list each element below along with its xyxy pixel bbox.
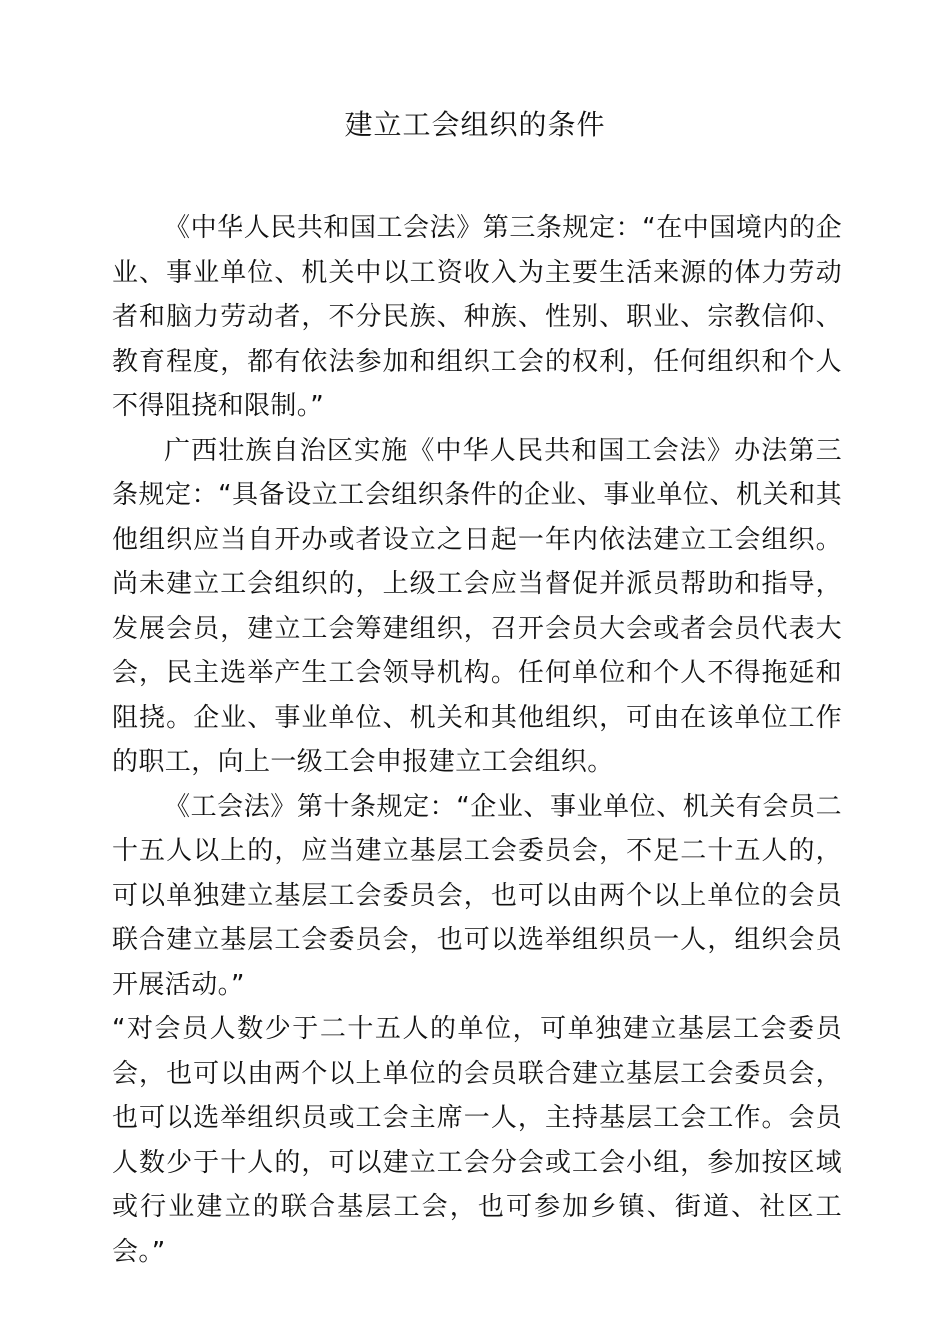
paragraph-trade-union-law-article-10: 《工会法》第十条规定：“企业、事业单位、机关有会员二十五人以上的，应当建立基层工会委员会，不足二十五人的，可以单独建立基层工会委员会，也可以由两个以上单位的会员联合建立基层工会委员会，也可以选举组织员一人，组织会员开展活动。” <box>112 791 842 1000</box>
paragraph-trade-union-law-article-3: 《中华人民共和国工会法》第三条规定：“在中国境内的企业、事业单位、机关中以工资收入为主要生活来源的体力劳动者和脑力劳动者，不分民族、种族、性别、职业、宗教信仰、教育程度，都有依法参加和组织工会的权利，任何组织和个人不得阻挠和限制。” <box>112 213 842 421</box>
document-body <box>112 206 842 1274</box>
paragraph-small-unit-provisions: “对会员人数少于二十五人的单位，可单独建立基层工会委员会，也可以由两个以上单位的会员联合建立基层工会委员会，也可以选举组织员或工会主席一人，主持基层工会工作。会员人数少于十人的，可以建立工会分会或工会小组，参加按区域或行业建立的联合基层工会，也可参加乡镇、街道、社区工会。” <box>112 1014 842 1267</box>
document-title: 建立工会组织的条件 <box>344 108 606 141</box>
paragraph-guangxi-implementation-article-3: 广西壮族自治区实施《中华人民共和国工会法》办法第三条规定：“具备设立工会组织条件的企业、事业单位、机关和其他组织应当自开办或者设立之日起一年内依法建立工会组织。尚未建立工会组织的，上级工会应当督促并派员帮助和指导，发展会员，建立工会筹建组织，召开会员大会或者会员代表大会，民主选举产生工会领导机构。任何单位和个人不得拖延和阻挠。企业、事业单位、机关和其他组织，可由在该单位工作的职工，向上一级工会申报建立工会组织。 <box>112 435 842 777</box>
